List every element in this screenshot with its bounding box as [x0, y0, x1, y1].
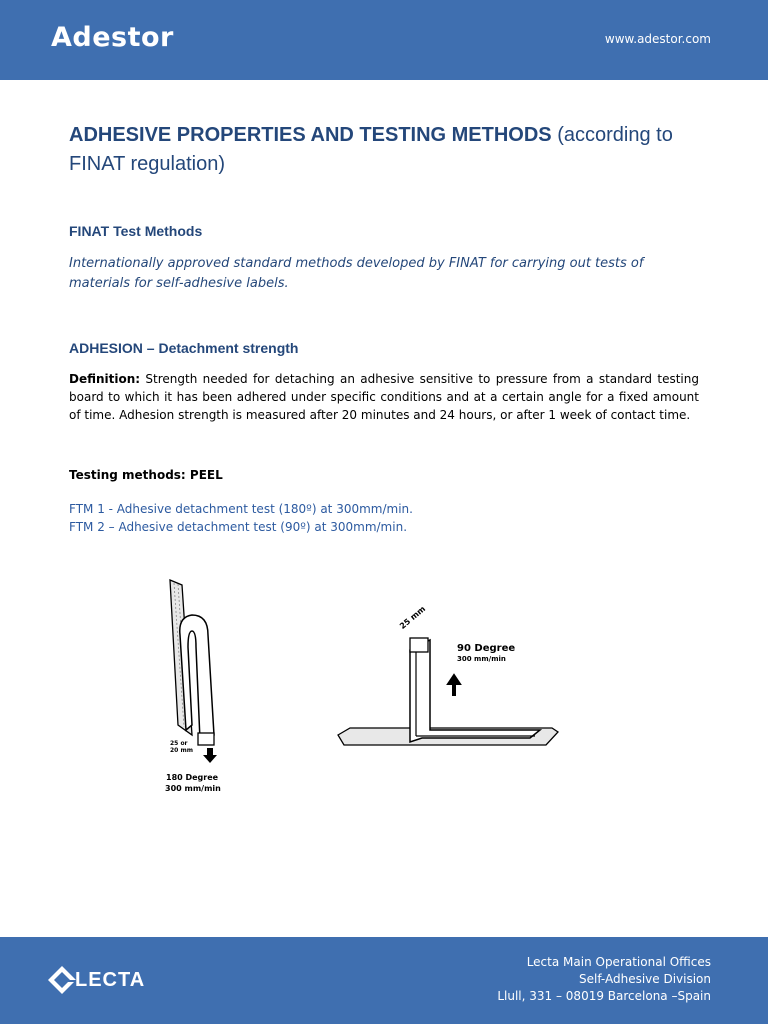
title-rest: (according to FINAT regulation): [69, 124, 673, 175]
peel-180-diagram: [160, 575, 230, 750]
lecta-logo-icon: [46, 964, 78, 996]
ftm1-text: FTM 1 - Adhesive detachment test (180º) at 300mm/min.: [69, 502, 413, 516]
website-link[interactable]: www.adestor.com: [604, 32, 711, 46]
adhesion-heading: ADHESION – Detachment strength: [69, 340, 299, 356]
address-line-2: Self-Adhesive Division: [579, 972, 711, 986]
brand-name: Adestor: [51, 22, 174, 53]
footer-address: [497, 954, 711, 1005]
peel-90-diagram: [330, 620, 560, 760]
fig180-angle: 180 Degree: [166, 773, 219, 782]
address-line-1: Lecta Main Operational Offices: [526, 955, 711, 969]
finat-heading: FINAT Test Methods: [69, 223, 203, 239]
fig90-width-label: 25 mm: [398, 604, 428, 631]
address-line-3: Llull, 331 – 08019 Barcelona –Spain: [497, 989, 711, 1003]
ftm2-text: FTM 2 – Adhesive detachment test (90º) at 300mm/min.: [69, 520, 408, 534]
definition-text: Strength needed for detaching an adhesive sensitive to pressure from a standard testing board to which it has been adhered under specific conditions and at a certain angle for a fixed amount of time. Adhesion strength is measured after 20 minutes and 24 hours, or after 1 week of contact time.: [69, 372, 699, 422]
finat-intro: Internationally approved standard methods developed by FINAT for carrying out tests of materials for self-adhesive labels.: [69, 256, 644, 291]
fig180-width-1: 25 or: [170, 740, 188, 747]
page-header: [0, 0, 768, 80]
page-title: [69, 121, 689, 179]
title-bold: ADHESIVE PROPERTIES AND TESTING METHODS: [69, 124, 552, 146]
fig90-angle: 90 Degree: [457, 643, 516, 654]
fig180-width-2: 20 mm: [170, 747, 193, 754]
fig180-speed: 300 mm/min: [165, 784, 221, 793]
definition-paragraph: [69, 370, 699, 424]
fig90-speed: 300 mm/min: [457, 655, 506, 663]
down-arrow-icon: [203, 748, 217, 764]
lecta-logo-text: LECTA: [75, 969, 146, 991]
definition-label: Definition:: [69, 372, 141, 386]
fig180-width-label: [170, 740, 193, 754]
testing-methods-label: Testing methods: PEEL: [69, 468, 223, 482]
